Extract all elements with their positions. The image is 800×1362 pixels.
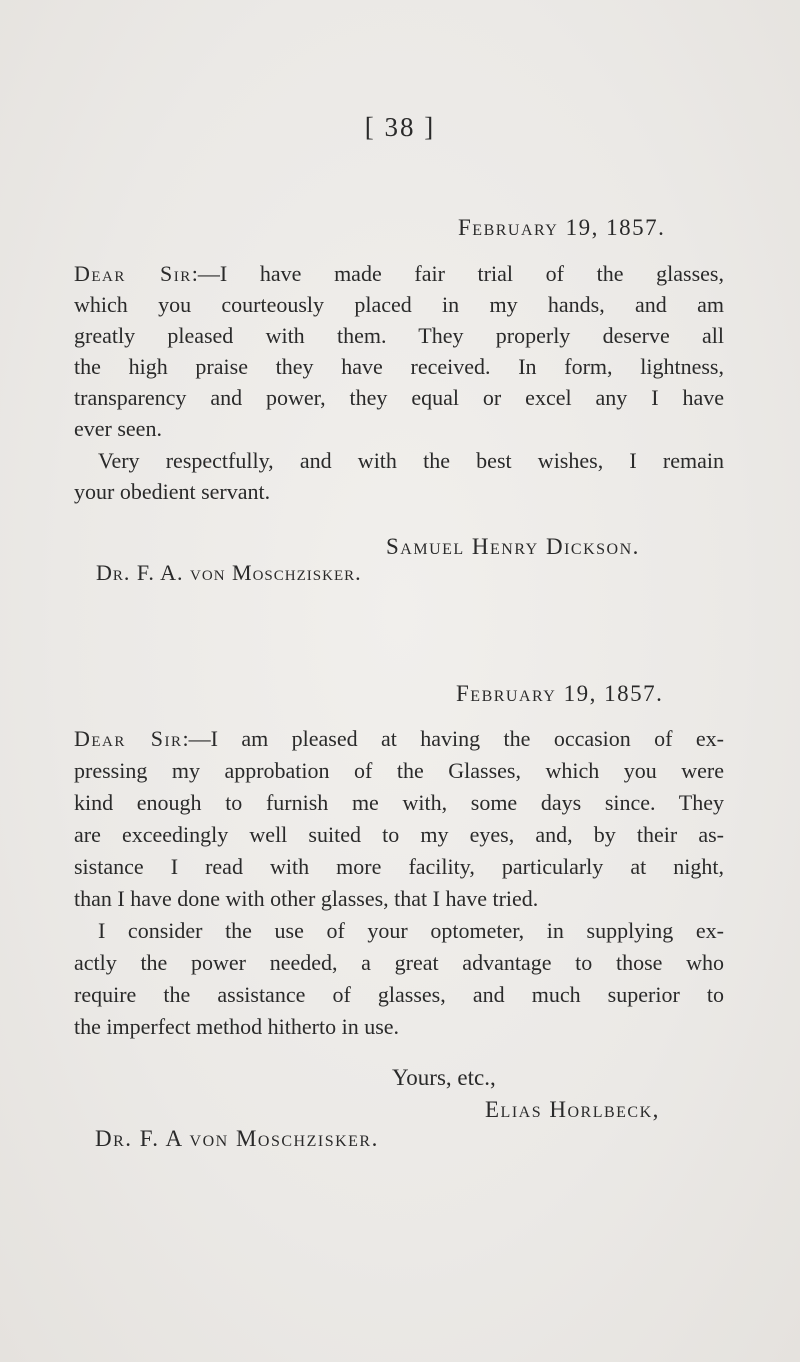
- letter2-line-1: [74, 724, 724, 754]
- letter2-line-3: kind enough to furnish me with, some days since. They: [74, 790, 724, 815]
- letter2-para2-line-3: require the assistance of glasses, and much superior to: [74, 982, 724, 1007]
- letter2-date: February 19, 1857.: [456, 681, 664, 706]
- letter1-line-4: the high praise they have received. In form, lightness,: [74, 354, 724, 379]
- letter1-line-5: transparency and power, they equal or excel any I have: [74, 385, 724, 410]
- letter2-signature: Elias Horlbeck,: [485, 1097, 660, 1122]
- letter2-para2-line-4: the imperfect method hitherto in use.: [74, 1014, 400, 1039]
- letter1-closing-line-2: your obedient servant.: [74, 479, 271, 504]
- letter2-para2-line-2: actly the power needed, a great advantage to those who: [74, 950, 724, 975]
- page-number: [ 38 ]: [364, 112, 436, 142]
- letter1-line-1: [74, 259, 724, 289]
- letter1-line-1-text: :—I have made fair trial of the glasses,: [191, 261, 724, 286]
- letter1-closing-line-1: Very respectfully, and with the best wishes, I remain: [98, 448, 724, 473]
- letter2-line-1-text: :—I am pleased at having the occasion of ex-: [182, 726, 724, 751]
- letter1-line-3: greatly pleased with them. They properly deserve all: [74, 323, 724, 348]
- letter2-line-5: sistance I read with more facility, particularly at night,: [74, 854, 724, 879]
- letter2-para2-line-1: I consider the use of your optometer, in supplying ex-: [98, 918, 724, 943]
- letter2-salutation: Dear Sir: [74, 726, 183, 751]
- letter1-salutation: Dear Sir: [74, 261, 192, 286]
- letter1-addressee: Dr. F. A. von Moschzisker.: [96, 560, 362, 585]
- letter1-date: February 19, 1857.: [458, 215, 666, 240]
- letter2-line-4: are exceedingly well suited to my eyes, and, by their as-: [74, 822, 724, 847]
- letter1-line-2: which you courteously placed in my hands, and am: [74, 292, 724, 317]
- letter2-line-6: than I have done with other glasses, that I have tried.: [74, 886, 539, 911]
- letter1-line-6: ever seen.: [74, 416, 162, 441]
- letter2-closing: Yours, etc.,: [392, 1065, 496, 1090]
- letter1-signature: Samuel Henry Dickson.: [386, 534, 640, 559]
- letter2-line-2: pressing my approbation of the Glasses, which you were: [74, 758, 724, 783]
- letter2-addressee: Dr. F. A von Moschzisker.: [95, 1126, 379, 1151]
